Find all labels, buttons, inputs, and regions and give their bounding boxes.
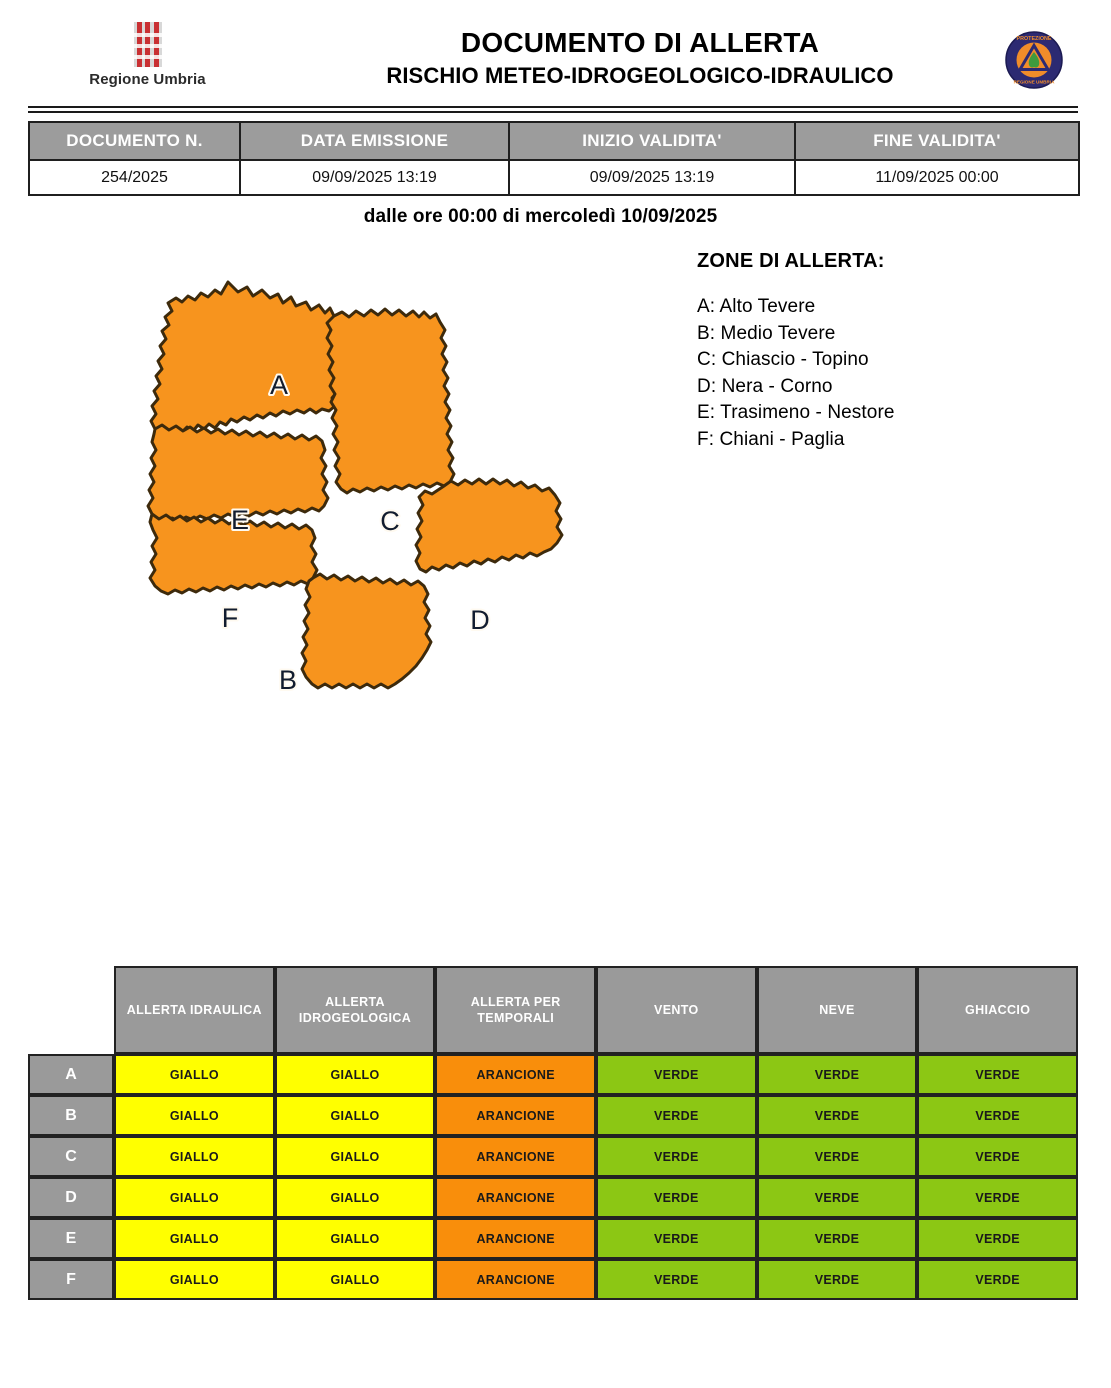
meta-header-documento-n: DOCUMENTO N.	[29, 122, 240, 160]
matrix-body	[28, 1054, 1078, 1300]
meta-value-inizio-validita: 09/09/2025 13:19	[509, 160, 795, 195]
map-zone-b[interactable]	[302, 574, 431, 688]
matrix-cell-f-0[interactable]: GIALLO	[114, 1259, 275, 1300]
matrix-header-row	[28, 966, 1078, 1054]
map-zone-d[interactable]	[416, 479, 562, 572]
matrix-zone-label-f: F	[28, 1259, 114, 1300]
validity-subtitle	[0, 206, 1111, 228]
legend-item-b: B: Medio Tevere	[697, 322, 836, 344]
alert-levels-matrix	[28, 966, 1078, 1300]
map-zone-label-f: F	[221, 603, 239, 633]
meta-value-documento-n: 254/2025	[29, 160, 240, 195]
legend-title: ZONE DI ALLERTA:	[697, 250, 885, 272]
matrix-cell-a-4[interactable]: VERDE	[757, 1054, 918, 1095]
matrix-col-vento: VENTO	[596, 966, 757, 1054]
matrix-cell-d-2[interactable]: ARANCIONE	[435, 1177, 596, 1218]
meta-header-row	[29, 122, 1079, 160]
matrix-cell-a-2[interactable]: ARANCIONE	[435, 1054, 596, 1095]
matrix-row-a	[28, 1054, 1078, 1095]
matrix-zone-label-a: A	[28, 1054, 114, 1095]
matrix-col-ghiaccio: GHIACCIO	[917, 966, 1078, 1054]
matrix-col-neve: NEVE	[757, 966, 918, 1054]
map-zone-label-c: C	[380, 506, 400, 536]
matrix-zone-label-b: B	[28, 1095, 114, 1136]
matrix-cell-e-5[interactable]: VERDE	[917, 1218, 1078, 1259]
matrix-cell-a-3[interactable]: VERDE	[596, 1054, 757, 1095]
matrix-cell-f-3[interactable]: VERDE	[596, 1259, 757, 1300]
matrix-zone-label-c: C	[28, 1136, 114, 1177]
matrix-cell-d-0[interactable]: GIALLO	[114, 1177, 275, 1218]
matrix-row-b	[28, 1095, 1078, 1136]
matrix-cell-d-1[interactable]: GIALLO	[275, 1177, 436, 1218]
matrix-cell-c-4[interactable]: VERDE	[757, 1136, 918, 1177]
document-header	[0, 0, 1111, 108]
alert-zones-legend	[697, 250, 1067, 453]
legend-item-c: C: Chiascio - Topino	[697, 349, 869, 370]
meta-header-fine-validita: FINE VALIDITA'	[795, 122, 1079, 160]
meta-value-data-emissione: 09/09/2025 13:19	[240, 160, 509, 195]
matrix-cell-b-5[interactable]: VERDE	[917, 1095, 1078, 1136]
header-divider-top	[28, 106, 1078, 108]
meta-header-inizio-validita: INIZIO VALIDITA'	[509, 122, 795, 160]
matrix-cell-e-3[interactable]: VERDE	[596, 1218, 757, 1259]
page-title	[300, 26, 980, 90]
matrix-cell-a-5[interactable]: VERDE	[917, 1054, 1078, 1095]
legend-item-d: D: Nera - Corno	[697, 375, 833, 397]
matrix-cell-b-4[interactable]: VERDE	[757, 1095, 918, 1136]
map-zone-label-d: D	[470, 605, 490, 635]
matrix-cell-e-2[interactable]: ARANCIONE	[435, 1218, 596, 1259]
document-subtitle-risk: RISCHIO METEO-IDROGEOLOGICO-IDRAULICO	[386, 63, 894, 88]
map-zone-label-b: B	[278, 665, 298, 695]
header-divider-bottom	[28, 111, 1078, 113]
validity-subtitle-text: dalle ore 00:00 di mercoledì 10/09/2025	[363, 206, 718, 227]
matrix-cell-f-4[interactable]: VERDE	[757, 1259, 918, 1300]
legend-item-f: F: Chiani - Paglia	[697, 428, 845, 450]
svg-text:REGIONE UMBRIA: REGIONE UMBRIA	[1013, 79, 1055, 85]
regione-umbria-logo	[60, 22, 235, 88]
svg-text:PROTEZIONE: PROTEZIONE	[1016, 36, 1052, 43]
legend-item-a: A: Alto Tevere	[697, 296, 816, 317]
document-meta-table	[28, 121, 1080, 196]
document-title: DOCUMENTO DI ALLERTA	[460, 27, 820, 58]
matrix-cell-f-1[interactable]: GIALLO	[275, 1259, 436, 1300]
matrix-row-d	[28, 1177, 1078, 1218]
umbria-alert-zones-map	[120, 270, 590, 820]
matrix-col-allerta-idraulica: ALLERTA IDRAULICA	[114, 966, 275, 1054]
map-zone-label-e: E	[230, 505, 250, 535]
matrix-cell-f-5[interactable]: VERDE	[917, 1259, 1078, 1300]
matrix-col-allerta-idrogeologica: ALLERTA IDROGEOLOGICA	[275, 966, 436, 1054]
matrix-zone-label-d: D	[28, 1177, 114, 1218]
map-zone-c[interactable]	[327, 309, 454, 493]
matrix-cell-d-4[interactable]: VERDE	[757, 1177, 918, 1218]
matrix-col-allerta-temporali: ALLERTA PER TEMPORALI	[435, 966, 596, 1054]
matrix-cell-b-1[interactable]: GIALLO	[275, 1095, 436, 1136]
matrix-cell-b-3[interactable]: VERDE	[596, 1095, 757, 1136]
legend-item-e: E: Trasimeno - Nestore	[697, 402, 895, 423]
matrix-cell-f-2[interactable]: ARANCIONE	[435, 1259, 596, 1300]
matrix-cell-e-4[interactable]: VERDE	[757, 1218, 918, 1259]
matrix-cell-d-3[interactable]: VERDE	[596, 1177, 757, 1218]
matrix-zone-label-e: E	[28, 1218, 114, 1259]
meta-value-row	[29, 160, 1079, 195]
meta-value-fine-validita: 11/09/2025 00:00	[795, 160, 1079, 195]
matrix-cell-c-2[interactable]: ARANCIONE	[435, 1136, 596, 1177]
matrix-cell-c-1[interactable]: GIALLO	[275, 1136, 436, 1177]
matrix-cell-b-0[interactable]: GIALLO	[114, 1095, 275, 1136]
matrix-cell-c-3[interactable]: VERDE	[596, 1136, 757, 1177]
matrix-cell-c-0[interactable]: GIALLO	[114, 1136, 275, 1177]
matrix-corner-cell	[28, 966, 114, 1054]
matrix-cell-d-5[interactable]: VERDE	[917, 1177, 1078, 1218]
matrix-cell-a-1[interactable]: GIALLO	[275, 1054, 436, 1095]
regione-umbria-label: Regione Umbria	[89, 71, 206, 88]
umbria-regional-mark-icon	[134, 22, 162, 67]
matrix-cell-e-1[interactable]: GIALLO	[275, 1218, 436, 1259]
matrix-row-e	[28, 1218, 1078, 1259]
map-zone-a[interactable]	[151, 282, 339, 434]
matrix-cell-e-0[interactable]: GIALLO	[114, 1218, 275, 1259]
meta-header-data-emissione: DATA EMISSIONE	[240, 122, 509, 160]
matrix-row-f	[28, 1259, 1078, 1300]
matrix-cell-c-5[interactable]: VERDE	[917, 1136, 1078, 1177]
protezione-civile-logo-icon	[1005, 31, 1063, 89]
matrix-cell-b-2[interactable]: ARANCIONE	[435, 1095, 596, 1136]
map-zone-label-a: A	[269, 370, 289, 400]
matrix-cell-a-0[interactable]: GIALLO	[114, 1054, 275, 1095]
matrix-row-c	[28, 1136, 1078, 1177]
